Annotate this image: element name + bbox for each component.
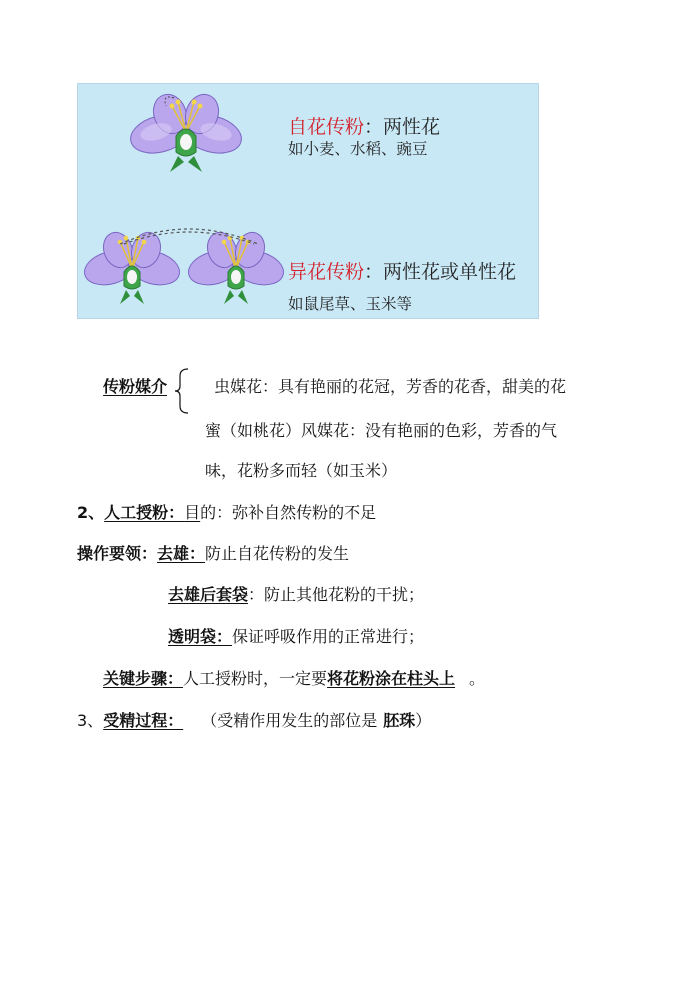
- operation-step-2: [168, 584, 424, 606]
- cross-pollination-title: 异花传粉: [288, 261, 365, 283]
- section-3-note-close: ）: [415, 711, 432, 730]
- section-3-note-open: （受精作用发生的部位是: [209, 711, 378, 730]
- step-3-text: 保证呼吸作用的正常进行；: [232, 627, 425, 646]
- section-2-title: 人工授粉：: [104, 503, 185, 522]
- section-3-note-emphasis: 胚珠: [383, 711, 416, 730]
- cross-pollination-desc: 两性花或单性花: [383, 261, 517, 283]
- self-pollination-colon: ：: [364, 116, 384, 138]
- self-pollination-title: 自花传粉: [288, 116, 365, 138]
- key-step: [103, 668, 485, 690]
- section-2-number: 2、: [77, 503, 105, 522]
- key-step-emphasis: 将花粉涂在柱头上: [327, 669, 456, 688]
- self-pollination-desc: 两性花: [383, 116, 441, 138]
- section-3-heading: [77, 710, 431, 732]
- purpose-text: 的：弥补自然传粉的不足: [200, 503, 377, 522]
- purpose-word: 目: [184, 503, 201, 522]
- flower-illustration-self: [126, 92, 246, 180]
- pollen-transfer-arc: [114, 222, 264, 246]
- operation-label: 操作要领：: [77, 544, 158, 563]
- section-3-number: 3、: [77, 711, 104, 730]
- section-2-heading: [77, 502, 376, 524]
- section-3-title: 受精过程：: [103, 711, 184, 730]
- step-2-title: 去雄后套袋: [168, 585, 249, 604]
- cross-pollination-heading: [288, 257, 516, 284]
- step-3-title: 透明袋：: [168, 627, 233, 646]
- key-step-end: 。: [469, 669, 486, 688]
- key-step-label: 关键步骤：: [103, 669, 184, 688]
- media-line-1: 虫媒花：具有艳丽的花冠，芳香的花香，甜美的花: [214, 377, 567, 396]
- operation-step-3: [168, 626, 424, 648]
- media-line-2: 蜜（如桃花）风媒花：没有艳丽的色彩，芳香的气: [205, 421, 558, 440]
- operation-step-1: [77, 543, 349, 565]
- cross-pollination-examples: 如鼠尾草、玉米等: [288, 295, 413, 313]
- cross-pollination-colon: ：: [364, 261, 384, 283]
- pollination-media-label: 传粉媒介: [103, 377, 168, 396]
- key-step-text: 人工授粉时，一定要: [183, 669, 328, 688]
- self-pollination-heading: [288, 112, 440, 139]
- step-1-title: 去雄：: [157, 544, 206, 563]
- media-line-3: 味，花粉多而轻（如玉米）: [205, 461, 398, 480]
- step-1-text: 防止自花传粉的发生: [205, 544, 350, 563]
- pollination-figure: [77, 83, 539, 319]
- step-2-text: ：防止其他花粉的干扰；: [248, 585, 425, 604]
- self-pollination-examples: 如小麦、水稻、豌豆: [288, 140, 428, 158]
- brace-icon: [174, 368, 190, 414]
